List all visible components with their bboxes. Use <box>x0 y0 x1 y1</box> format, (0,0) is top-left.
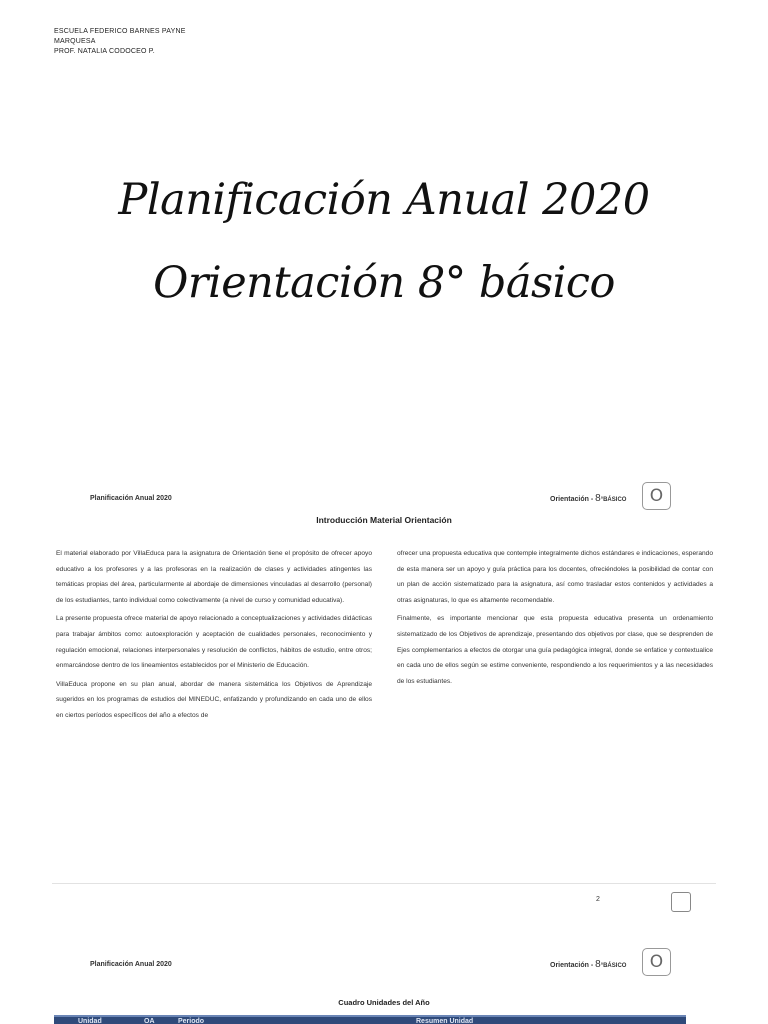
school-name: ESCUELA FEDERICO BARNES PAYNE <box>54 28 186 35</box>
column-header-oa: OA <box>144 1018 155 1024</box>
intro-left-column <box>56 546 372 727</box>
column-header-periodo: Periodo <box>178 1018 205 1024</box>
header-subject-label: Orientación - <box>550 962 594 969</box>
header-subject <box>550 959 626 970</box>
checkbox-icon[interactable] <box>671 892 691 912</box>
header-grade-number: 8 <box>595 493 601 504</box>
intro-paragraph: La presente propuesta ofrece material de apoyo relacionado a conceptualizaciones y actividades didácticas para trabajar ámbitos como: autoexploración y aceptación de cualidades personales, reconocimiento y regulación emocional, relaciones interpersonales y resolución de conflictos, hábitos de estudio, entre otros; enmarcándose dentro de los lineamientos establecidos por el Ministerio de Educación. <box>56 615 372 670</box>
header-subject <box>550 493 626 504</box>
header-plan-label: Planificación Anual 2020 <box>90 495 172 502</box>
intro-title: Introducción Material Orientación <box>316 515 452 525</box>
subject-badge-icon: O <box>642 948 671 976</box>
intro-paragraph: El material elaborado por VillaEduca para la asignatura de Orientación tiene el propósito de ofrecer apoyo educativo a los profesores y a las profesoras en la realización de clases y actividades atingentes las temáticas propias del área, particularmente al abordaje de dimensiones vinculadas al desarrollo (personal) de los estudiantes, tanto individual como colectivamente (a nivel de curso y comunidad educativa). <box>56 550 372 604</box>
subject-badge-icon: O <box>642 482 671 510</box>
intro-paragraph: VillaEduca propone en su plan anual, abordar de manera sistemática los Objetivos de Aprendizaje sugeridos en los programas de estudios del MINEDUC, enfatizando y profundizando en cada uno de ellos en ciertos períodos específicos del año a efectos de <box>56 680 372 719</box>
intro-paragraph: ofrecer una propuesta educativa que contemple integralmente dichos estándares e indicaciones, esperando de esta manera ser un apoyo y guía práctica para los docentes, ofreciéndoles la posibilidad de contar con un plan de acción sistematizado para la asignatura, así como trasladar estos contenidos y actividades a otras asignaturas, lo que es altamente recomendable. <box>397 550 713 604</box>
intro-right-column <box>397 546 713 692</box>
units-table-title: Cuadro Unidades del Año <box>338 998 430 1007</box>
column-header-resumen: Resumen Unidad <box>416 1018 474 1024</box>
cover-title: Planificación Anual 2020 <box>118 175 650 225</box>
header-grade-suffix: °BÁSICO <box>600 497 627 503</box>
header-grade-number: 8 <box>595 959 601 970</box>
page-divider <box>52 883 716 884</box>
header-grade-suffix: °BÁSICO <box>600 963 627 969</box>
intro-paragraph: Finalmente, es importante mencionar que esta propuesta educativa presenta un ordenamiento sistematizado de los Objetivos de aprendizaje, presentando dos objetivos por clase, que se desprenden de Ejes complementarios a efectos de otorgar una guía pedagógica integral, donde se enfatice y contextualice en cada uno de ellos según se estime conveniente, respondiendo a los requerimientos y a las necesidades de los estudiantes. <box>397 615 713 685</box>
school-info <box>54 27 186 57</box>
column-header-unidad: Unidad <box>78 1018 102 1024</box>
units-table-header <box>54 1015 686 1024</box>
header-subject-label: Orientación - <box>550 496 594 503</box>
header-plan-label: Planificación Anual 2020 <box>90 961 172 968</box>
page-number: 2 <box>596 896 600 903</box>
teacher-name: PROF. NATALIA CODOCEO P. <box>54 48 155 55</box>
page-header <box>90 480 672 510</box>
school-location: MARQUESA <box>54 38 96 45</box>
page-header <box>90 946 672 976</box>
cover-subtitle: Orientación 8° básico <box>153 258 615 308</box>
